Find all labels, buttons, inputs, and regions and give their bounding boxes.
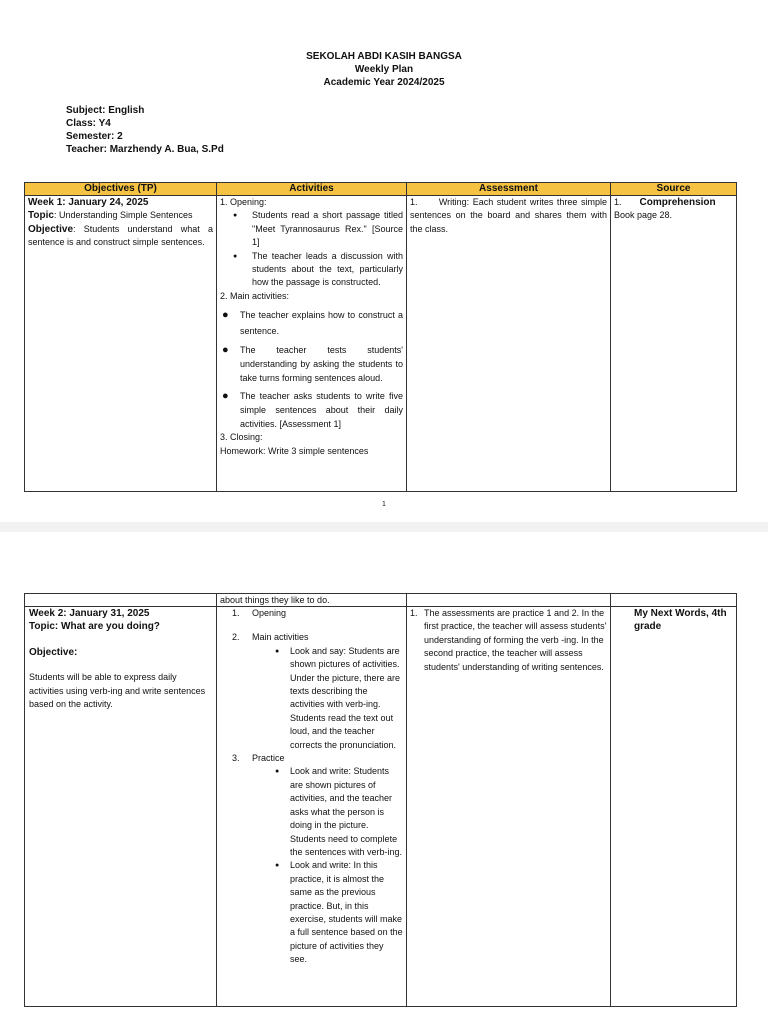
- week2-objective: Students will be able to express daily activities using verb-ing and write sentences based on the activity.: [29, 672, 206, 710]
- semester-line: Semester: 2: [66, 131, 123, 142]
- teacher-line: Teacher: Marzhendy A. Bua, S.Pd: [66, 144, 224, 155]
- week1-main: 2. Main activities:: [220, 290, 290, 301]
- week1-objectives-cell: [25, 196, 217, 492]
- continuation-cell: about things they like to do.: [217, 594, 407, 607]
- week1-main-list: [220, 307, 403, 431]
- week2-activities-cell: 1. Opening 2. Main activities ● Look and say: Students are shown pictures of activities. Under the picture, there are texts describing the activities with verb-ing. Students read the text out loud, and the teacher corrects the pronunciation. 3. Practice ● Look and write: Students are shown pictures of activities, and the teacher asks what the person is doing in the picture. Students need to complete the sentences with verb-ing. ● Look and write: In this practice, it is almost the same as the previous practice. But, in this exercise, students will make a full sentence based on the picture of activities they see.: [217, 607, 407, 1007]
- week2-assessment: The assessments are practice 1 and 2. In the first practice, the teacher will assess students' understanding of forming the verb -ing. In the second practice, the teacher will assess students' understanding of writing sentences.: [424, 608, 607, 672]
- week2-objective-label: Objective:: [29, 646, 78, 658]
- week1-source-cell: [611, 196, 737, 492]
- list-item: ● The teacher leads a discussion with students about the text, particularly how the passage is constructed.: [220, 250, 403, 290]
- week2-plan-table: [24, 593, 737, 1007]
- week2-assessment-cell: 1. The assessments are practice 1 and 2. In the first practice, the teacher will assess students' understanding of forming the verb -ing. In the second practice, the teacher will assess students' understanding of writing sentences.: [407, 607, 611, 1007]
- col-objectives: Objectives (TP): [25, 183, 217, 196]
- week2-opening: Opening: [252, 608, 287, 618]
- subject-line: Subject: English: [66, 105, 145, 116]
- list-item: ● The teacher tests students' understanding by asking the students to take turns forming sentences aloud.: [220, 343, 403, 385]
- class-line: Class: Y4: [66, 118, 111, 129]
- continuation-empty-cell: [611, 594, 737, 607]
- continuation-empty-cell: [407, 594, 611, 607]
- list-item: ● Students read a short passage titled "Meet Tyrannosaurus Rex." [Source 1]: [220, 209, 403, 249]
- page-number: 1: [382, 501, 386, 508]
- week2-main-list: [220, 645, 403, 752]
- list-item: ● The teacher asks students to write five simple sentences about their daily activities. [Assessment 1]: [220, 389, 403, 431]
- week1-assessment-cell: [407, 196, 611, 492]
- week1-plan-table: [24, 182, 737, 492]
- objective-label: Objective: [28, 223, 74, 235]
- document-header: [0, 50, 768, 89]
- week1-row: [25, 196, 737, 492]
- col-activities: Activities: [217, 183, 407, 196]
- week2-topic: Topic: What are you doing?: [29, 621, 160, 633]
- list-item: ● Look and write: In this practice, it is almost the same as the previous practice. But, in this exercise, students will make a full sentence based on the picture of activities they see.: [220, 859, 403, 966]
- week2-source-cell: [611, 607, 737, 1007]
- week2-objectives-cell: [25, 607, 217, 1007]
- table-header-row: [25, 183, 737, 196]
- week2-row: [25, 607, 737, 1007]
- week1-opening: 1. Opening:: [220, 197, 267, 207]
- week2-main: Main activities: [252, 632, 309, 643]
- list-item: ● Look and say: Students are shown pictures of activities. Under the picture, there are texts describing the activities with verb-ing. Students read the text out loud, and the teacher corrects the pronunciation.: [220, 645, 403, 752]
- week2-title: Week 2: January 31, 2025: [29, 608, 150, 619]
- academic-year: Academic Year 2024/2025: [323, 77, 445, 88]
- week2-source: My Next Words, 4th grade: [634, 608, 727, 633]
- col-source: Source: [611, 183, 737, 196]
- list-item: ● The teacher explains how to construct a sentence.: [220, 307, 403, 339]
- school-name: SEKOLAH ABDI KASIH BANGSA: [306, 51, 462, 62]
- week2-practice: Practice: [252, 753, 285, 764]
- week1-assessment: 1. Writing: Each student writes three simple sentences on the board and shares them with the class.: [410, 197, 610, 234]
- week1-activities-cell: [217, 196, 407, 492]
- week1-topic: : Understanding Simple Sentences: [53, 210, 193, 221]
- source-page: Book page 28.: [614, 210, 673, 221]
- week2-practice-list: [220, 765, 403, 966]
- week1-opening-list: [220, 209, 403, 289]
- continuation-row: [25, 594, 737, 607]
- list-item: ● Look and write: Students are shown pictures of activities, and the teacher asks what the person is doing in the picture. Students need to complete the sentences with verb-ing.: [220, 765, 403, 859]
- topic-label: Topic: [28, 210, 54, 222]
- plan-title: Weekly Plan: [354, 64, 414, 75]
- week1-title: Week 1: January 24, 2025: [28, 197, 149, 208]
- source-title: Comprehension: [639, 197, 716, 208]
- col-assessment: Assessment: [407, 183, 611, 196]
- plan-meta: [66, 104, 224, 156]
- week1-homework: Homework: Write 3 simple sentences: [220, 445, 369, 456]
- source-number: 1.: [614, 197, 622, 207]
- week1-objective: : Students understand what a sentence is and construct simple sentences.: [28, 223, 213, 248]
- week1-closing: 3. Closing:: [220, 432, 263, 443]
- continuation-empty-cell: [25, 594, 217, 607]
